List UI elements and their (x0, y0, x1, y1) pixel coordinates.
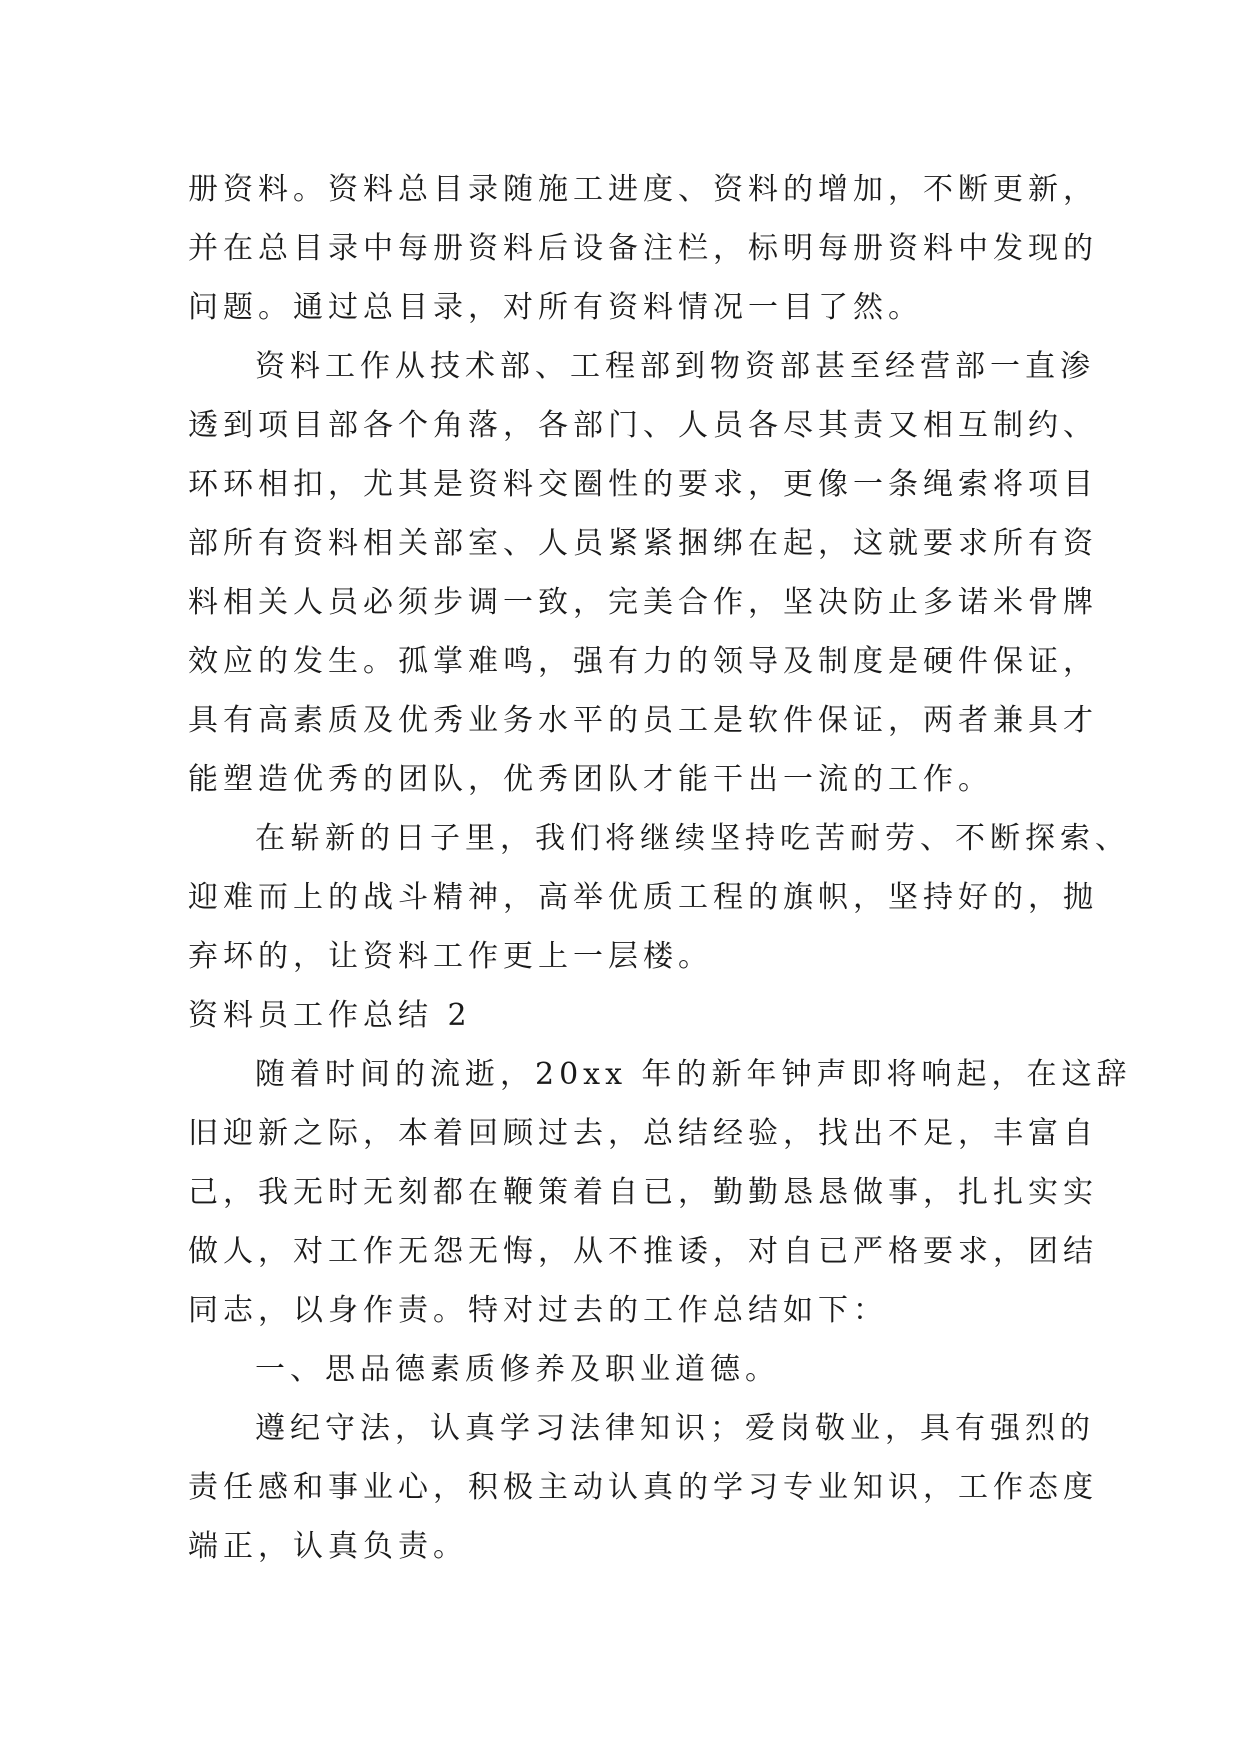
text-line: 环环相扣，尤其是资料交圈性的要求，更像一条绳索将项目 (188, 467, 1098, 502)
text-line: 具有高素质及优秀业务水平的员工是软件保证，两者兼具才 (188, 703, 1098, 738)
paragraph-first-line: 遵纪守法，认真学习法律知识；爱岗敬业，具有强烈的 (255, 1411, 1095, 1446)
text-line: 弃坏的，让资料工作更上一层楼。 (188, 939, 713, 974)
text-line: 部所有资料相关部室、人员紧紧捆绑在起，这就要求所有资 (188, 526, 1098, 561)
text-line: 同志，以身作责。特对过去的工作总结如下： (188, 1293, 888, 1328)
text-line: 透到项目部各个角落，各部门、人员各尽其责又相互制约、 (188, 408, 1098, 443)
text-line: 料相关人员必须步调一致，完美合作，坚决防止多诺米骨牌 (188, 585, 1098, 620)
text-line: 迎难而上的战斗精神，高举优质工程的旗帜，坚持好的，抛 (188, 880, 1098, 915)
paragraph-first-line: 资料工作从技术部、工程部到物资部甚至经营部一直渗 (255, 349, 1095, 384)
text-line: 效应的发生。孤掌难鸣，强有力的领导及制度是硬件保证， (188, 644, 1098, 679)
document-body (188, 160, 1132, 1576)
text-line: 责任感和事业心，积极主动认真的学习专业知识，工作态度 (188, 1470, 1098, 1505)
text-line: 己，我无时无刻都在鞭策着自已，勤勤恳恳做事，扎扎实实 (188, 1175, 1098, 1210)
subsection-heading: 一、思品德素质修养及职业道德。 (255, 1352, 780, 1387)
text-line: 旧迎新之际，本着回顾过去，总结经验，找出不足，丰富自 (188, 1116, 1098, 1151)
text-line: 问题。通过总目录，对所有资料情况一目了然。 (188, 290, 923, 325)
paragraph-first-line: 在崭新的日子里，我们将继续坚持吃苦耐劳、不断探索、 (255, 821, 1130, 856)
text-line: 端正，认真负责。 (188, 1529, 468, 1564)
paragraph-first-line: 随着时间的流逝，20xx 年的新年钟声即将响起，在这辞 (255, 1057, 1132, 1092)
text-line: 能塑造优秀的团队，优秀团队才能干出一流的工作。 (188, 762, 993, 797)
text-line: 做人，对工作无怨无悔，从不推诿，对自已严格要求，团结 (188, 1234, 1098, 1269)
text-line: 并在总目录中每册资料后设备注栏，标明每册资料中发现的 (188, 231, 1098, 266)
text-line: 册资料。资料总目录随施工进度、资料的增加，不断更新， (188, 172, 1098, 207)
section-heading: 资料员工作总结 2 (188, 998, 472, 1033)
